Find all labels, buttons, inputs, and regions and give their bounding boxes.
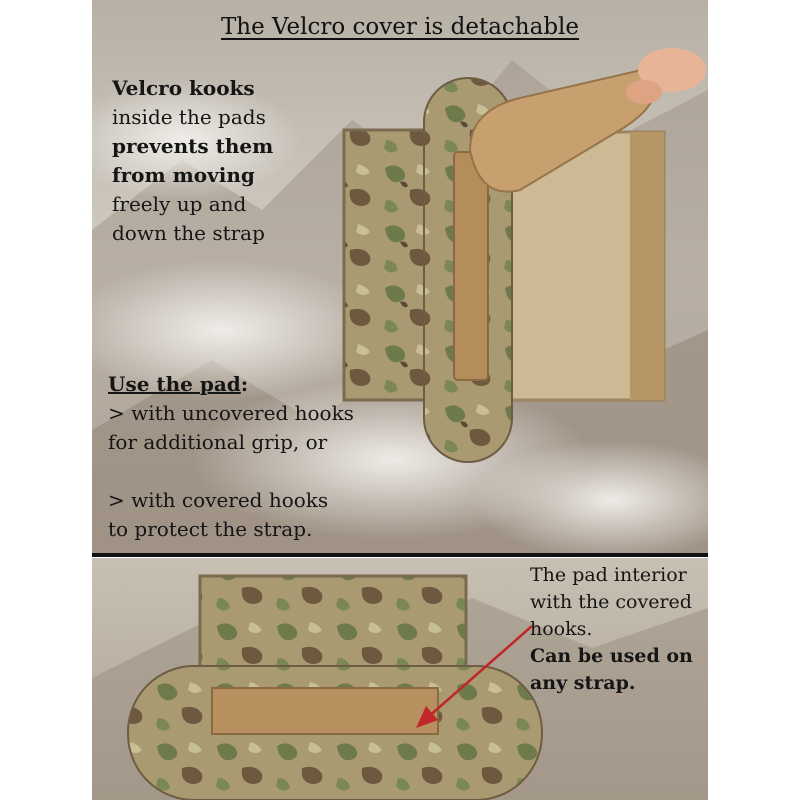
velcro-description-block xyxy=(112,74,273,248)
page-title: The Velcro cover is detachable xyxy=(220,14,580,40)
interior-line-2: with the covered xyxy=(530,591,692,613)
panel-divider xyxy=(92,553,708,557)
usage-spacer xyxy=(108,457,354,486)
interior-line-4: Can be used on xyxy=(530,645,693,667)
usage-heading: Use the pad xyxy=(108,372,241,396)
shoulder-pad-photo xyxy=(320,40,708,480)
interior-description-block xyxy=(530,562,693,697)
usage-heading-colon: : xyxy=(240,372,249,396)
usage-heading-row xyxy=(108,370,354,399)
velcro-line-1: Velcro kooks xyxy=(112,76,255,100)
top-photo-panel xyxy=(92,0,708,554)
bottom-photo-panel xyxy=(92,558,708,800)
velcro-line-5: freely up and xyxy=(112,192,247,216)
usage-line-2: for additional grip, or xyxy=(108,430,328,454)
usage-line-3: > with covered hooks xyxy=(108,488,329,512)
interior-line-1: The pad interior xyxy=(530,564,687,586)
usage-line-1: > with uncovered hooks xyxy=(108,401,354,425)
interior-line-3: hooks. xyxy=(530,618,593,640)
velcro-line-2: inside the pads xyxy=(112,105,266,129)
usage-line-4: to protect the strap. xyxy=(108,517,313,541)
usage-block xyxy=(108,370,354,544)
interior-line-5: any strap. xyxy=(530,672,636,694)
velcro-line-4: from moving xyxy=(112,163,255,187)
velcro-line-3: prevents them xyxy=(112,134,274,158)
velcro-line-6: down the strap xyxy=(112,221,265,245)
